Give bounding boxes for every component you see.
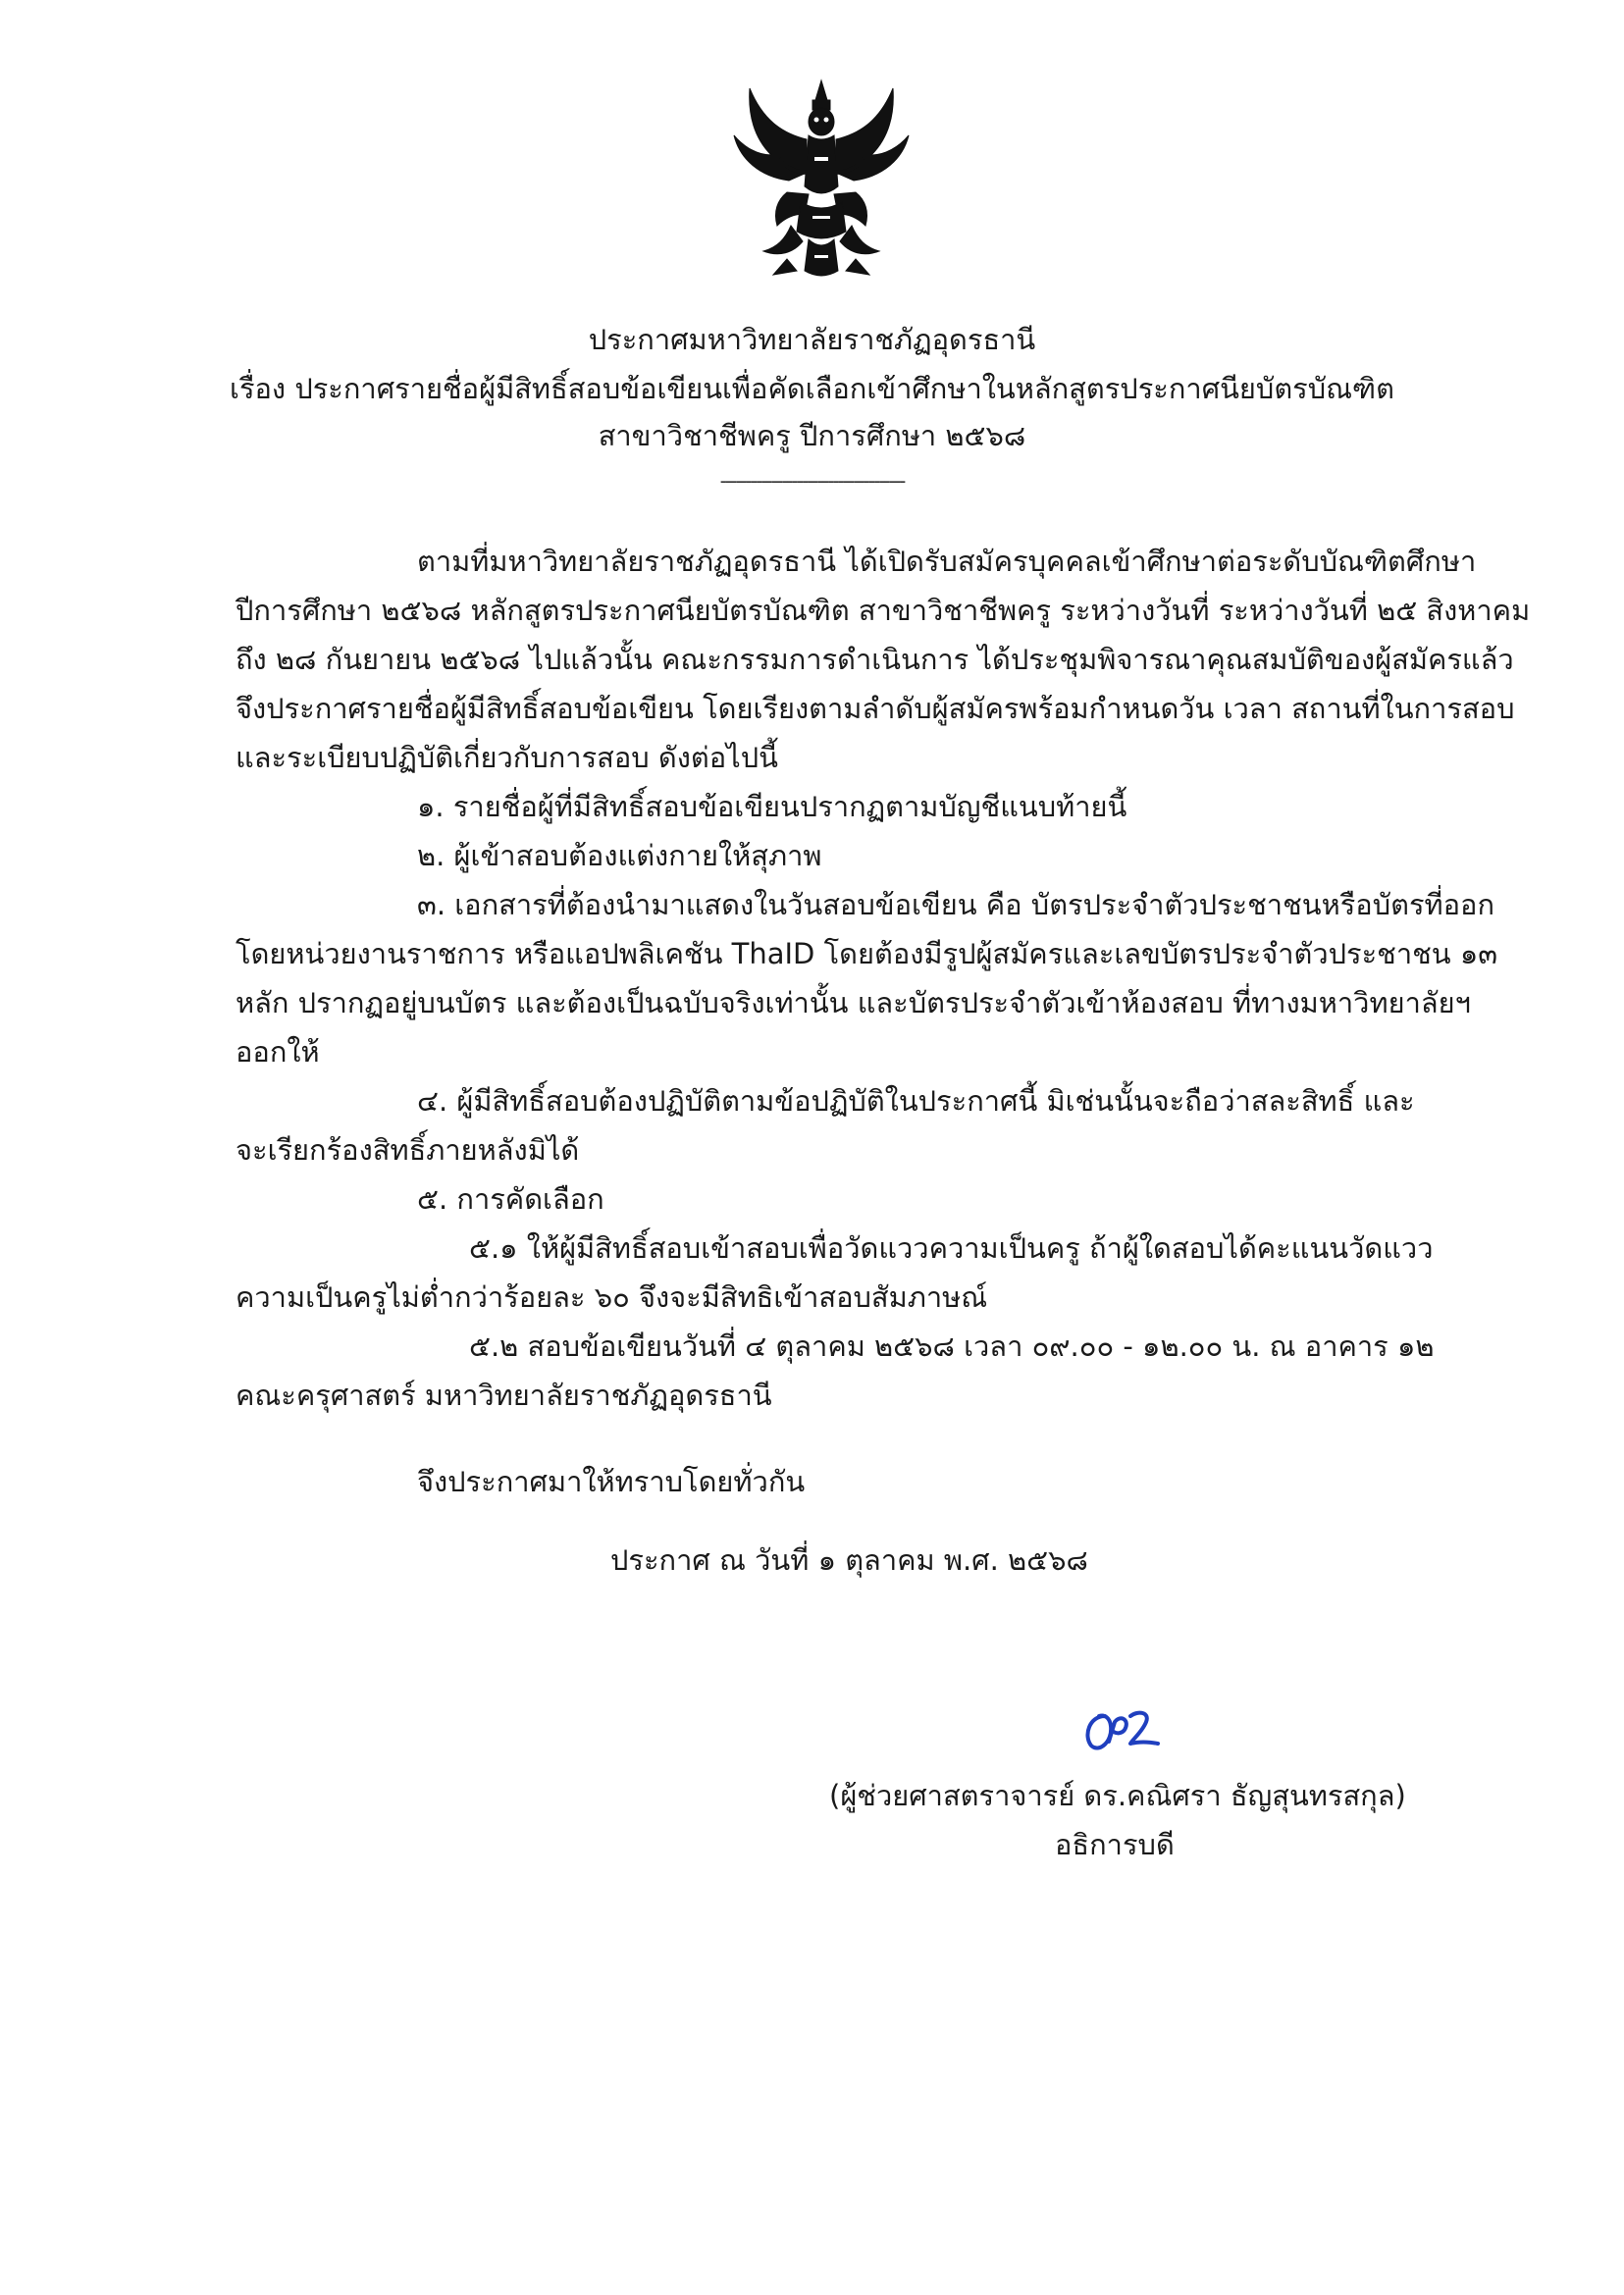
item-1: ๑. รายชื่อผู้ที่มีสิทธิ์สอบข้อเขียนปรากฏตามบัญชีแนบท้ายนี้ bbox=[417, 790, 1127, 823]
signature-mark-icon bbox=[1077, 1702, 1166, 1756]
header-divider: ------------------------------------ bbox=[719, 469, 905, 493]
intro-line: ถึง ๒๘ กันยายน ๒๕๖๘ ไปแล้วนั้น คณะกรรมการดำเนินการ ได้ประชุมพิจารณาคุณสมบัติของผู้สมัครแล้ว bbox=[236, 643, 1514, 676]
announcement-title: ประกาศมหาวิทยาลัยราชภัฏอุดรธานี bbox=[588, 323, 1036, 356]
announcement-date: ประกาศ ณ วันที่ ๑ ตุลาคม พ.ศ. ๒๕๖๘ bbox=[610, 1543, 1088, 1577]
item-3-line: ออกให้ bbox=[236, 1035, 320, 1069]
intro-line: ตามที่มหาวิทยาลัยราชภัฏอุดรธานี ได้เปิดรับสมัครบุคคลเข้าศึกษาต่อระดับบัณฑิตศึกษา bbox=[417, 545, 1477, 578]
garuda-emblem-icon bbox=[728, 78, 915, 287]
item-5: ๕. การคัดเลือก bbox=[417, 1182, 604, 1216]
item-3-line: หลัก ปรากฏอยู่บนบัตร และต้องเป็นฉบับจริงเท่านั้น และบัตรประจำตัวเข้าห้องสอบ ที่ทางมหาวิทยาลัยฯ bbox=[236, 986, 1471, 1019]
item-4-line: จะเรียกร้องสิทธิ์ภายหลังมิได้ bbox=[236, 1133, 580, 1167]
intro-line: ปีการศึกษา ๒๕๖๘ หลักสูตรประกาศนียบัตรบัณฑิต สาขาวิชาชีพครู ระหว่างวันที่ ระหว่างวันที่ ๒๕ สิงหาคม bbox=[236, 594, 1531, 627]
announcement-subject-line2: สาขาวิชาชีพครู ปีการศึกษา ๒๕๖๘ bbox=[598, 419, 1026, 452]
item-5-2-line: ๕.๒ สอบข้อเขียนวันที่ ๔ ตุลาคม ๒๕๖๘ เวลา ๐๙.๐๐ - ๑๒.๐๐ น. ณ อาคาร ๑๒ bbox=[469, 1330, 1435, 1363]
item-2: ๒. ผู้เข้าสอบต้องแต่งกายให้สุภาพ bbox=[417, 839, 822, 872]
item-5-2-line: คณะครุศาสตร์ มหาวิทยาลัยราชภัฏอุดรธานี bbox=[236, 1379, 772, 1412]
intro-line: จึงประกาศรายชื่อผู้มีสิทธิ์สอบข้อเขียน โดยเรียงตามลำดับผู้สมัครพร้อมกำหนดวัน เวลา สถานที่ในการสอบ bbox=[236, 692, 1515, 725]
item-3-line: ๓. เอกสารที่ต้องนำมาแสดงในวันสอบข้อเขียน คือ บัตรประจำตัวประชาชนหรือบัตรที่ออก bbox=[417, 888, 1495, 921]
signatory-name: (ผู้ช่วยศาสตราจารย์ ดร.คณิศรา ธัญสุนทรสกุล) bbox=[829, 1779, 1406, 1812]
item-5-1-line: ความเป็นครูไม่ต่ำกว่าร้อยละ ๖๐ จึงจะมีสิทธิเข้าสอบสัมภาษณ์ bbox=[236, 1280, 988, 1314]
item-5-1-line: ๕.๑ ให้ผู้มีสิทธิ์สอบเข้าสอบเพื่อวัดแววความเป็นครู ถ้าผู้ใดสอบได้คะแนนวัดแวว bbox=[469, 1231, 1434, 1265]
announcement-subject: เรื่อง ประกาศรายชื่อผู้มีสิทธิ์สอบข้อเขียนเพื่อคัดเลือกเข้าศึกษาในหลักสูตรประกาศนียบัตรบัณฑิต bbox=[230, 372, 1394, 405]
closing-statement: จึงประกาศมาให้ทราบโดยทั่วกัน bbox=[417, 1465, 806, 1498]
item-4-line: ๔. ผู้มีสิทธิ์สอบต้องปฏิบัติตามข้อปฏิบัติในประกาศนี้ มิเช่นนั้นจะถือว่าสละสิทธิ์ และ bbox=[417, 1084, 1415, 1118]
signatory-position: อธิการบดี bbox=[1055, 1828, 1175, 1861]
intro-line: และระเบียบปฏิบัติเกี่ยวกับการสอบ ดังต่อไปนี้ bbox=[236, 741, 778, 774]
item-3-line: โดยหน่วยงานราชการ หรือแอปพลิเคชัน ThaID โดยต้องมีรูปผู้สมัครและเลขบัตรประจำตัวประชาชน ๑๓ bbox=[236, 937, 1498, 970]
